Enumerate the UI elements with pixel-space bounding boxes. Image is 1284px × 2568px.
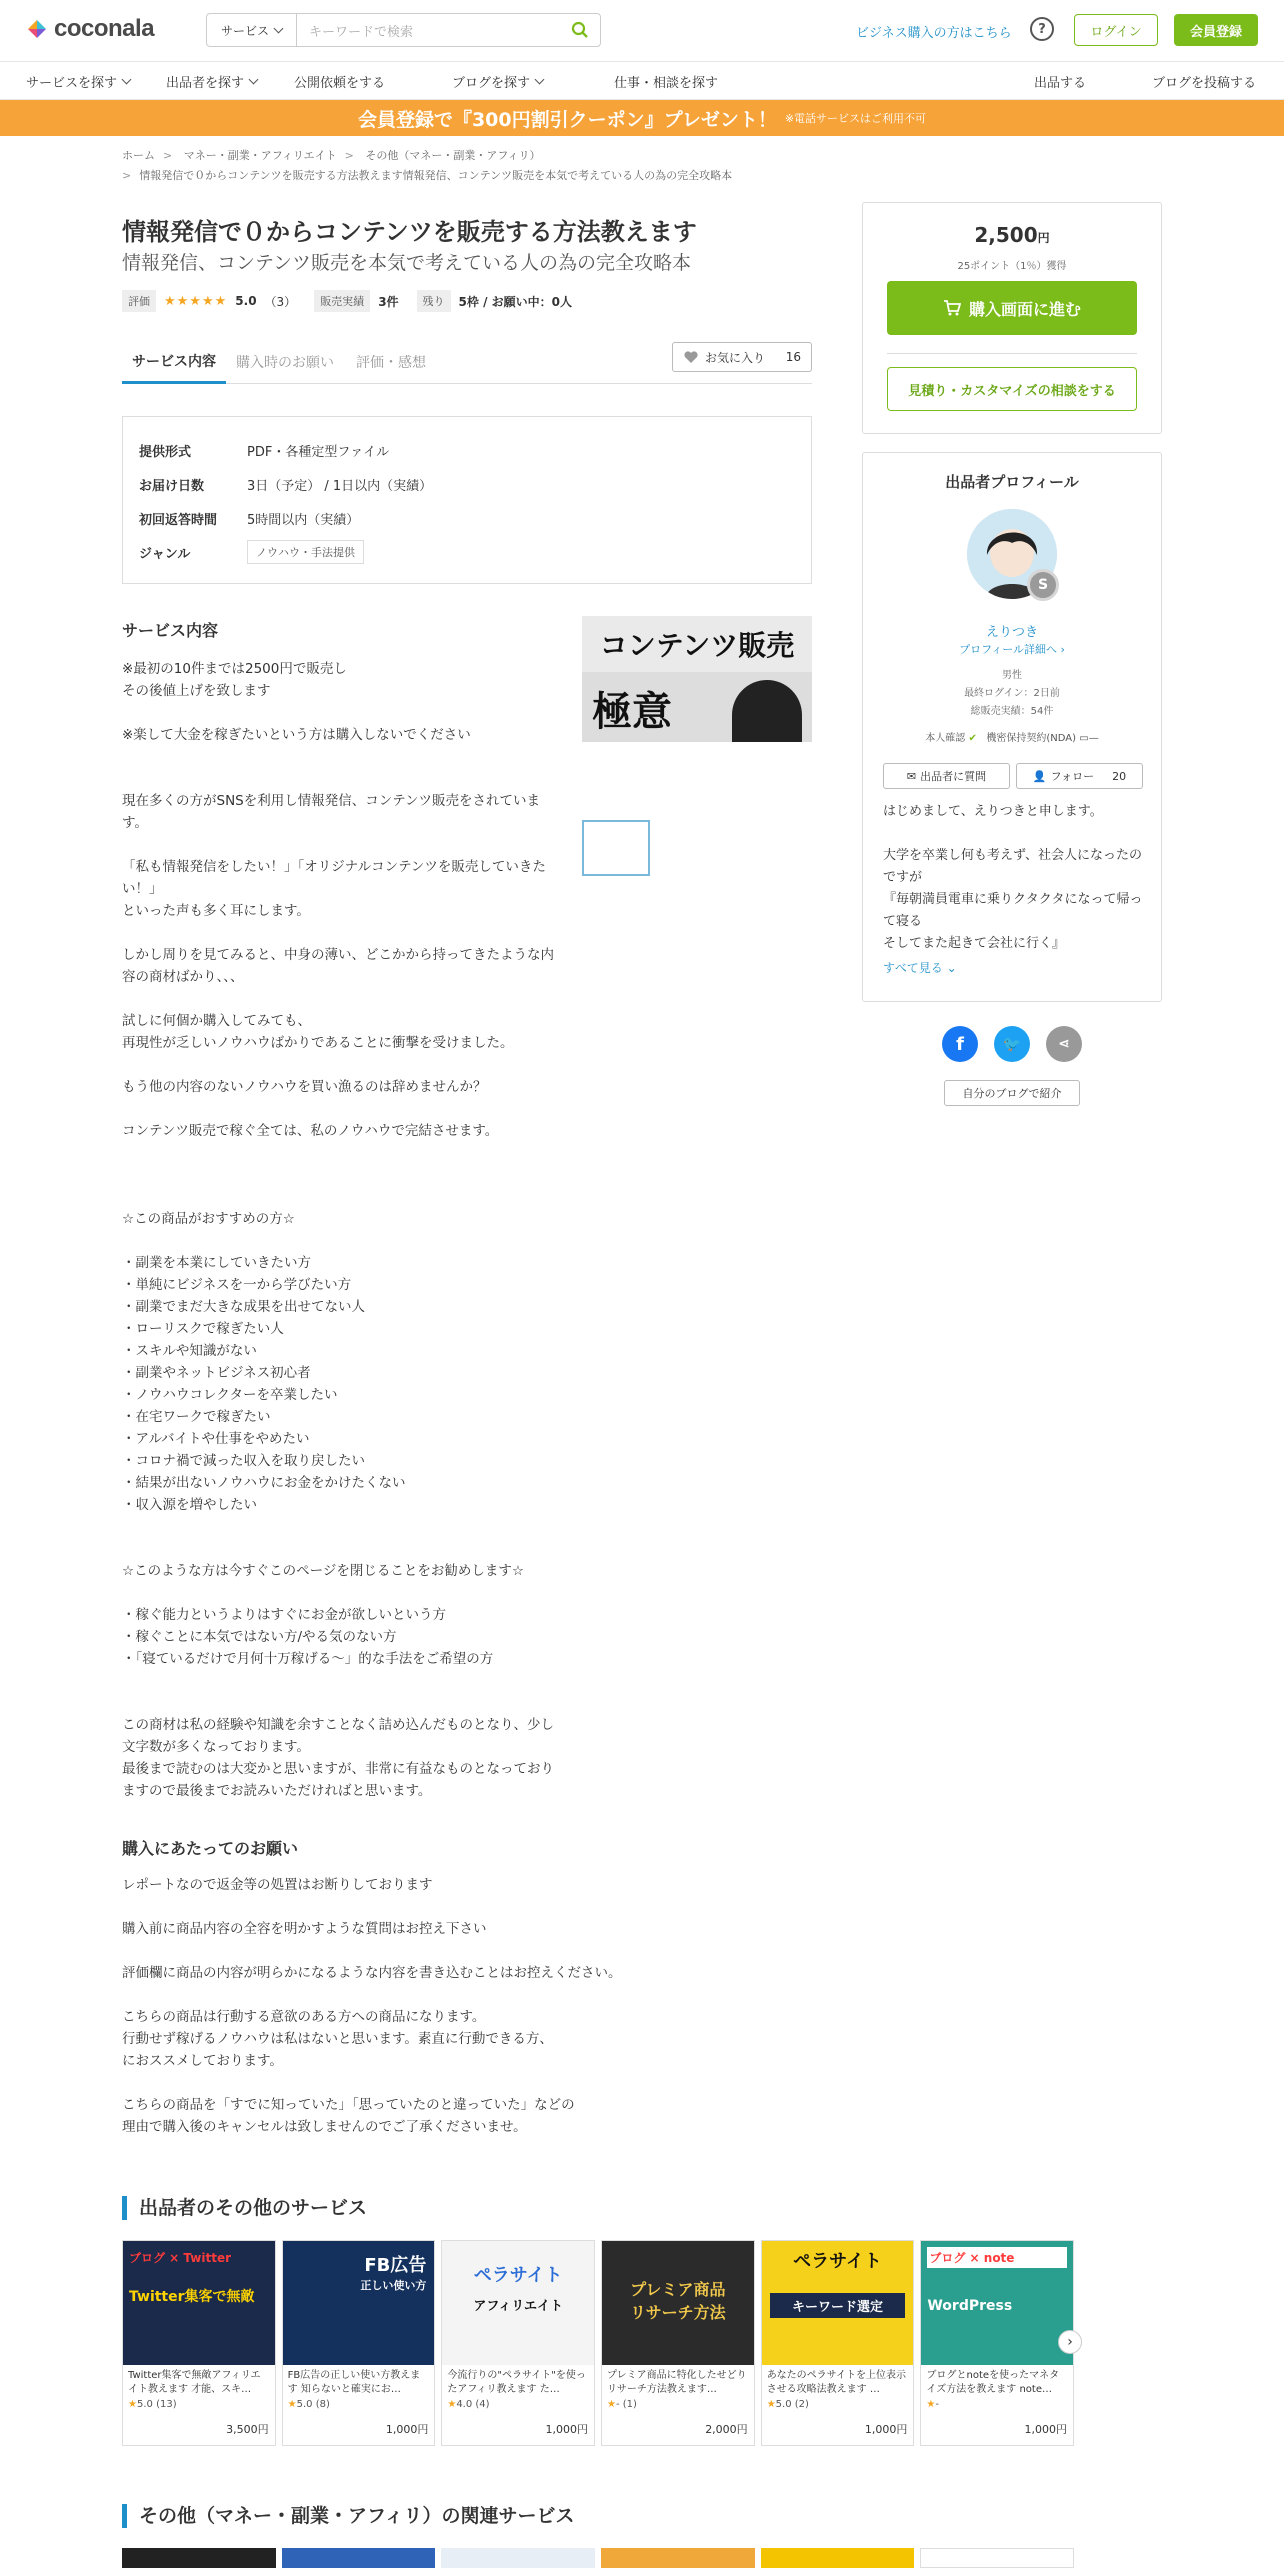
- rating-count[interactable]: （3）: [264, 294, 297, 309]
- card-thumbnail-subtitle: WordPress: [927, 2298, 1013, 2314]
- search-icon: [571, 21, 589, 39]
- card-price: 2,000円: [705, 2423, 748, 2436]
- card-rating-count: (8): [315, 2399, 330, 2410]
- thumbnail-subtitle: [582, 672, 812, 742]
- breadcrumb-current: 情報発信で０からコンテンツを販売する方法教えます情報発信、コンテンツ販売を本気で考えている人の為の完全攻略本: [139, 169, 733, 182]
- follow-button[interactable]: [1016, 763, 1143, 789]
- seller-total-sales: 総販売実績：54件: [970, 706, 1054, 717]
- price: [863, 223, 1161, 247]
- card-price: 3,500円: [226, 2423, 269, 2436]
- see-all-label: すべて見る: [883, 961, 943, 975]
- service-card[interactable]: [761, 2240, 915, 2446]
- card-rating-value: -: [615, 2399, 620, 2410]
- related-card[interactable]: [122, 2548, 276, 2568]
- search-bar: [206, 13, 601, 47]
- nav-find-blogs[interactable]: [452, 62, 543, 100]
- service-thumbnail[interactable]: [582, 616, 812, 742]
- purchase-button-label: 購入画面に進む: [968, 299, 1081, 319]
- remain-label: 残り: [417, 290, 451, 312]
- card-title: Twitter集客で無敵アフィリエイト教えます 才能、スキ…: [128, 2370, 261, 2395]
- nda-label: 機密保持契約(NDA): [986, 733, 1077, 744]
- seller-gender: 男性: [1002, 670, 1022, 681]
- chevron-down-icon: [535, 74, 545, 84]
- card-rating: [283, 2399, 435, 2410]
- breadcrumb: [122, 146, 732, 186]
- divider: [887, 353, 1137, 354]
- nav-label: 仕事・相談を探す: [614, 75, 719, 91]
- nav-post-blog[interactable]: [1152, 62, 1256, 100]
- search-category-label: サービス: [220, 23, 269, 38]
- signup-button[interactable]: 会員登録: [1174, 14, 1258, 46]
- card-thumbnail-title: ペラサイト: [793, 2251, 882, 2272]
- profile-detail-label: プロフィール詳細へ: [959, 643, 1057, 656]
- card-thumbnail-subtitle: Twitter集客で無敵: [129, 2289, 255, 2305]
- favorite-label: お気に入り: [705, 350, 766, 365]
- card-thumbnail-title: ブログ × note: [927, 2247, 1067, 2268]
- card-rating-value: 5.0: [775, 2399, 792, 2410]
- chevron-down-icon: [122, 74, 132, 84]
- sales-label: 販売実績: [314, 290, 370, 312]
- search-button[interactable]: [560, 21, 600, 39]
- login-button[interactable]: ログイン: [1074, 14, 1158, 46]
- check-icon: ✔: [968, 733, 977, 744]
- card-thumbnail-subtitle: キーワード選定: [770, 2293, 906, 2318]
- carousel-next-button[interactable]: [1058, 2330, 1082, 2354]
- search-category-select[interactable]: [207, 14, 297, 46]
- card-thumbnail-subtitle: アフィリエイト: [473, 2299, 564, 2314]
- chevron-down-icon: [274, 23, 284, 33]
- service-meta: [122, 290, 572, 312]
- profile-heading: 出品者プロフィール: [945, 473, 1079, 491]
- service-content-heading: サービス内容: [122, 621, 219, 640]
- star-icon: ★: [766, 2399, 776, 2410]
- points-info: 25ポイント（1％）獲得: [957, 261, 1067, 272]
- see-all-link[interactable]: [883, 959, 957, 976]
- card-price: 1,000円: [864, 2423, 908, 2436]
- other-services-carousel: [122, 2240, 1074, 2446]
- breadcrumb-separator: >: [122, 169, 132, 182]
- breadcrumb-subcategory[interactable]: その他（マネー・副業・アフィリ）: [365, 149, 541, 162]
- spec-row: [139, 501, 795, 535]
- service-card[interactable]: [920, 2240, 1074, 2446]
- tab-service-content[interactable]: サービス内容: [122, 340, 226, 384]
- card-thumbnail-subtitle: リサーチ方法: [630, 2303, 726, 2322]
- favorite-count: 16: [785, 350, 801, 364]
- related-card[interactable]: [920, 2548, 1074, 2568]
- breadcrumb-category[interactable]: マネー・副業・アフィリエイト: [183, 149, 337, 162]
- seller-profile: [862, 452, 1162, 1002]
- tab-purchase-request[interactable]: 購入時のお願い: [236, 355, 334, 371]
- card-thumbnail-subtitle: 正しい使い方: [360, 2279, 427, 2292]
- star-icon: ★: [287, 2399, 297, 2410]
- nav-label: ブログを探す: [452, 75, 531, 91]
- service-spec-box: [122, 416, 812, 584]
- thumbnail-title: コンテンツ販売: [582, 616, 812, 672]
- star-icon: ★: [128, 2399, 137, 2410]
- nav-label: サービスを探す: [26, 75, 118, 91]
- service-card[interactable]: [441, 2240, 595, 2446]
- thumbnail-selector[interactable]: [582, 820, 650, 876]
- card-rating-count: (13): [156, 2399, 177, 2410]
- card-rating: [921, 2399, 1073, 2410]
- service-card[interactable]: [601, 2240, 755, 2446]
- profile-detail-link[interactable]: [863, 641, 1161, 657]
- blog-introduce-button[interactable]: 自分のブログで紹介: [944, 1080, 1080, 1106]
- rating-value: 5.0: [235, 294, 257, 308]
- character-illustration: [732, 680, 802, 742]
- breadcrumb-separator: >: [163, 149, 173, 162]
- page-title: 情報発信で０からコンテンツを販売する方法教えます: [122, 218, 697, 246]
- spec-key: ジャンル: [139, 546, 191, 562]
- card-thumbnail: [921, 2241, 1073, 2365]
- star-icon: ★: [607, 2399, 616, 2410]
- nav-label: ブログを投稿する: [1152, 75, 1257, 91]
- card-thumbnail: [442, 2241, 594, 2365]
- genre-chip[interactable]: ノウハウ・手法提供: [247, 540, 364, 564]
- favorite-button[interactable]: [672, 342, 812, 372]
- remain-value: 5枠 / お願い中：0人: [458, 294, 572, 309]
- chevron-right-icon: ›: [1060, 643, 1065, 656]
- card-thumbnail: [123, 2241, 275, 2365]
- card-thumbnail: [762, 2241, 914, 2365]
- card-rating: [442, 2399, 594, 2410]
- nav-find-jobs[interactable]: [614, 62, 718, 100]
- seller-rank-badge: S: [1027, 569, 1059, 601]
- nav-label: 出品者を探す: [166, 75, 245, 91]
- share-icon[interactable]: ⋖: [1046, 1026, 1082, 1062]
- purchase-request-heading: 購入にあたってのお願い: [122, 1839, 299, 1858]
- card-rating: [602, 2399, 754, 2410]
- related-services-heading: その他（マネー・副業・アフィリ）の関連サービス: [122, 2504, 574, 2528]
- nav-find-sellers[interactable]: [166, 62, 257, 100]
- follow-count: 20: [1112, 769, 1127, 783]
- related-services-carousel: [122, 2548, 1074, 2568]
- tab-reviews[interactable]: 評価・感想: [356, 355, 426, 371]
- breadcrumb-home[interactable]: ホーム: [122, 149, 155, 162]
- card-thumbnail: [283, 2241, 435, 2365]
- chevron-right-icon: ›: [1067, 2334, 1073, 2350]
- purchase-button[interactable]: [887, 281, 1137, 335]
- mail-icon: ✉: [906, 769, 917, 783]
- banner-main-text: 会員登録で『300円割引クーポン』プレゼント！: [357, 108, 777, 131]
- logo-icon: [26, 18, 48, 40]
- nav-find-services[interactable]: [26, 62, 130, 100]
- spec-value: 3日（予定） / 1日以内（実績）: [247, 478, 433, 494]
- service-card[interactable]: [122, 2240, 276, 2446]
- card-rating-value: -: [935, 2399, 939, 2410]
- page-subtitle: 情報発信、コンテンツ販売を本気で考えている人の為の完全攻略本: [122, 252, 692, 274]
- id-verified-label: 本人確認: [925, 733, 966, 744]
- star-icon: ★: [447, 2399, 457, 2410]
- heart-icon: [683, 350, 699, 364]
- price-unit: 円: [1037, 231, 1050, 245]
- card-thumbnail: [602, 2241, 754, 2365]
- card-thumbnail-title: プレミア商品: [630, 2280, 726, 2299]
- facebook-share-icon[interactable]: f: [942, 1026, 978, 1062]
- card-title: 今流行りの"ペラサイト"を使ったアフィリ教えます た…: [447, 2370, 586, 2395]
- logo-text: coconala: [54, 15, 155, 42]
- card-title: プレミア商品に特化したせどりリサーチ方法教えます…: [607, 2370, 747, 2395]
- card-thumbnail-title: ペラサイト: [473, 2265, 563, 2286]
- card-thumbnail-title: ブログ × Twitter: [129, 2251, 232, 2265]
- spec-row: [139, 433, 795, 467]
- ask-seller-button[interactable]: [883, 763, 1010, 789]
- spec-value: 5時間以内（実績）: [247, 512, 360, 528]
- star-rating-icon: ★★★★★: [164, 293, 228, 309]
- banner-note: ※電話サービスはご利用不可: [784, 112, 927, 125]
- card-rating-value: 5.0: [296, 2399, 313, 2410]
- site-header: [0, 0, 1284, 62]
- help-icon[interactable]: ?: [1030, 17, 1054, 41]
- card-rating-count: (4): [475, 2399, 490, 2410]
- service-description: ※最初の10件までは2500円で販売し その後値上げを致します ※楽して大金を稼ぎたいという方は購入しないでください 現在多くの方がSNSを利用し情報発信、コンテンツ販売をされています。 「私も情報発信をしたい！」「オリジナルコンテンツを販売していきたい！」 といった声も多く耳にします。 しかし周りを見てみると、中身の薄い、どこかから持ってきたような内容の商材ばかり、、、 試しに何個か購入してみても、 再現性が乏しいノウハウばかりであることに衝撃を受けました。 もう他の内容のないノウハウを買い漁るのは辞めませんか？ コンテンツ販売で稼ぐ全ては、私のノウハウで完結させます。 ☆この商品がおすすめの方☆ ・副業を本業にしていきたい方 ・単純にビジネスを一から学びたい方 ・副業でまだ大きな成果を出せてない人 ・ローリスクで稼ぎたい人 ・スキルや知識がない ・副業やネットビジネス初心者 ・ノウハウコレクターを卒業したい ・在宅ワークで稼ぎたい ・アルバイトや仕事をやめたい ・コロナ禍で減った収入を取り戻したい ・結果が出ないノウハウにお金をかけたくない ・収入源を増やしたい ☆このような方は今すぐこのページを閉じることをお勧めします☆ ・稼ぐ能力というよりはすぐにお金が欲しいという方 ・稼ぐことに本気ではない方/やる気のない方 ・「寝ているだけで月何十万稼げる～」的な手法をご希望の方 この商材は私の経験や知識を余すことなく詰め込んだものとなり、少し文字数が多くなっております。 最後まで読むのは大変かと思いますが、非常に有益なものとなっておりますので最後までお読みいただければと思います。: [122, 661, 554, 1799]
- card-rating-count: (2): [794, 2399, 809, 2410]
- related-card[interactable]: [601, 2548, 755, 2568]
- purchase-request-body: レポートなので返金等の処置はお断りしております 購入前に商品内容の全容を明かすような質問はお控え下さい 評価欄に商品の内容が明らかになるような内容を書き込むことはお控えください。 こちらの商品は行動する意欲のある方への商品になります。 行動せず稼げるノウハウは私はないと思います。素直に行動できる方、 におススメしております。 こちらの商品を「すでに知っていた」「思っていたのと違っていた」などの 理由で購入後のキャンセルは致しませんのでご了承くださいませ。: [122, 1877, 622, 2135]
- logo[interactable]: [26, 14, 154, 44]
- seller-bio: はじめまして、えりつきと申します。 大学を卒業し何も考えず、社会人になったのですが 『毎朝満員電車に乗りクタクタになって帰って寝る そしてまた起きて会社に行く』: [883, 804, 1143, 949]
- chevron-down-icon: ⌄: [946, 961, 957, 975]
- quote-button[interactable]: 見積り・カスタマイズの相談をする: [887, 367, 1137, 411]
- cart-icon: [943, 300, 961, 316]
- card-rating: [762, 2399, 914, 2410]
- follow-label: フォロー: [1050, 770, 1095, 783]
- purchase-box: [862, 202, 1162, 434]
- related-card[interactable]: [761, 2548, 915, 2568]
- seller-name[interactable]: えりつき: [985, 625, 1038, 640]
- card-price: 1,000円: [1024, 2423, 1068, 2436]
- card-rating: [123, 2399, 275, 2410]
- star-icon: ★: [926, 2399, 936, 2410]
- nav-label: 公開依頼をする: [294, 75, 386, 91]
- profile-actions: [883, 763, 1143, 789]
- card-title: ブログとnoteを使ったマネタイズ方法を教えます note…: [926, 2370, 1060, 2395]
- card-title: あなたのペラサイトを上位表示させる攻略法教えます …: [766, 2370, 906, 2395]
- card-rating-count: (1): [622, 2399, 637, 2410]
- search-input[interactable]: キーワードで検索: [309, 24, 414, 40]
- card-thumbnail-title: FB広告: [364, 2255, 427, 2276]
- sales-value: 3件: [378, 294, 399, 309]
- other-services-heading: 出品者のその他のサービス: [122, 2196, 367, 2220]
- spec-key: 提供形式: [139, 444, 192, 460]
- nav-post-request[interactable]: [294, 62, 385, 100]
- spec-key: 初回返答時間: [139, 512, 218, 528]
- verification-status: [863, 729, 1161, 744]
- chevron-down-icon: [249, 74, 259, 84]
- card-rating-value: 4.0: [456, 2399, 473, 2410]
- breadcrumb-separator: >: [344, 149, 354, 162]
- card-price: 1,000円: [385, 2423, 429, 2436]
- seller-last-login: 最終ログイン：2日前: [964, 688, 1060, 699]
- nda-status-icon: ▭—: [1079, 733, 1099, 744]
- nav-label: 出品する: [1034, 75, 1087, 91]
- nav-sell[interactable]: [1034, 62, 1086, 100]
- price-value: 2,500: [974, 223, 1038, 247]
- main-nav: [0, 62, 1284, 100]
- spec-row: [139, 535, 795, 569]
- signup-coupon-banner[interactable]: [0, 100, 1284, 136]
- related-card[interactable]: [441, 2548, 595, 2568]
- card-price: 1,000円: [545, 2423, 589, 2436]
- card-title: FB広告の正しい使い方教えます 知らないと確実にお…: [287, 2370, 421, 2395]
- card-rating-value: 5.0: [136, 2399, 153, 2410]
- user-plus-icon: 👤: [1032, 769, 1047, 783]
- related-card[interactable]: [282, 2548, 436, 2568]
- seller-meta: [863, 667, 1161, 721]
- twitter-share-icon[interactable]: 🐦: [994, 1026, 1030, 1062]
- business-purchase-link[interactable]: ビジネス購入の方はこちら: [856, 26, 1012, 41]
- rating-label: 評価: [122, 290, 156, 312]
- spec-key: お届け日数: [139, 478, 205, 494]
- service-card[interactable]: [282, 2240, 436, 2446]
- spec-row: [139, 467, 795, 501]
- thumbnail-subtitle-text: 極意: [592, 689, 672, 735]
- spec-value: PDF・各種定型ファイル: [247, 444, 390, 460]
- ask-seller-label: 出品者に質問: [920, 770, 987, 783]
